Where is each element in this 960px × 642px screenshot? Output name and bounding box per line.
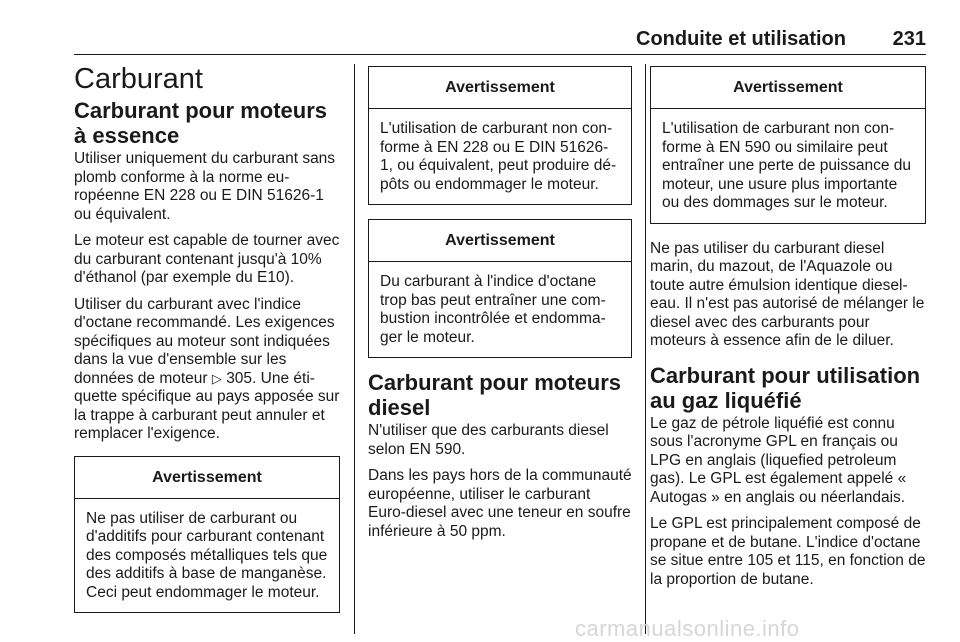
paragraph: Le moteur est capable de tourner avec du carburant contenant jusqu'à 10% d'éthanol (par exemple du E10). [74,232,340,286]
chapter-heading: Carburant [74,63,203,95]
section-heading-essence: Carburant pour moteurs à essence [74,98,328,148]
section-title: Conduite et utilisation [636,28,846,50]
watermark: carmanualsonline.info [575,616,800,641]
warning-title: Avertissement [651,67,925,109]
warning-box [368,66,632,205]
page-reference-link[interactable]: 305 [226,369,253,387]
warning-text: L'utilisation de carburant non conforme à EN 590 ou similaire peut entraîner une perte de puissance du moteur, une usure plus importante ou des dommages sur le moteur. [662,120,912,211]
header-rule [74,54,926,55]
warning-box [650,66,926,224]
column-2 [368,66,632,549]
page-header [74,26,926,52]
warning-text: Du carburant à l'indice d'octane trop bas peut entraîner une combustion incontrôlée et endommager le moteur. [380,273,606,346]
paragraph-text: . Une étiquette spécifique au pays apposée sur la trappe à carburant peut annuler et remplacer l'exigence. [74,369,340,442]
warning-title: Avertissement [369,67,631,109]
paragraph-text: Utiliser du carburant avec l'indice d'octane recommandé. Les exigences spécifiques au moteur sont indiquées dans la vue d'ensemble sur les données de moteur [74,295,335,387]
paragraph: Utiliser uniquement du carburant sans plomb conforme à la norme européenne EN 228 ou E DIN 51626-1 ou équivalent. [74,150,336,223]
paragraph: N'utiliser que des carburants diesel selon EN 590. [368,422,609,458]
page-number: 231 [892,28,926,50]
paragraph: Le GPL est principalement composé de propane et de butane. L'indice d'octane se situe entre 105 et 115, en fonction de la proportion de butane. [650,515,926,588]
warning-title: Avertissement [369,220,631,262]
column-1 [74,62,340,627]
warning-title: Avertissement [75,457,339,499]
paragraph: Dans les pays hors de la communauté européenne, utiliser le carburant Euro-diesel avec une teneur en soufre inférieure à 50 ppm. [368,467,632,540]
page-reference-arrow-icon: ▷ [211,370,222,386]
column-divider [354,64,355,634]
column-3 [650,66,926,597]
warning-text: L'utilisation de carburant non conforme à EN 228 ou E DIN 51626-1, ou équivalent, peut produire dépôts ou endommager le moteur. [380,120,617,193]
paragraph: Ne pas utiliser du carburant diesel marin, du mazout, de l'Aquazole ou toute autre émulsion identique diesel-eau. Il n'est pas autorisé de mélanger le diesel avec des carburants pour moteurs à essence afin de le diluer. [650,239,925,349]
paragraph: Le gaz de pétrole liquéfié est connu sous l'acronyme GPL en français ou LPG en anglais (liquefied petroleum gas). Le GPL est également appelé « Autogas » en anglais ou néerlandais. [650,414,907,506]
warning-text: Ne pas utiliser de carburant ou d'additifs pour carburant contenant des composés métalliques tels que des additifs à base de manganèse. Ceci peut endommager le moteur. [86,509,328,601]
section-heading-gpl: Carburant pour utilisation au gaz liquéfié [650,362,921,413]
column-divider [645,64,646,634]
warning-box [368,219,632,358]
warning-box [74,456,340,614]
section-heading-diesel: Carburant pour moteurs diesel [368,370,622,420]
paragraph [74,296,340,444]
